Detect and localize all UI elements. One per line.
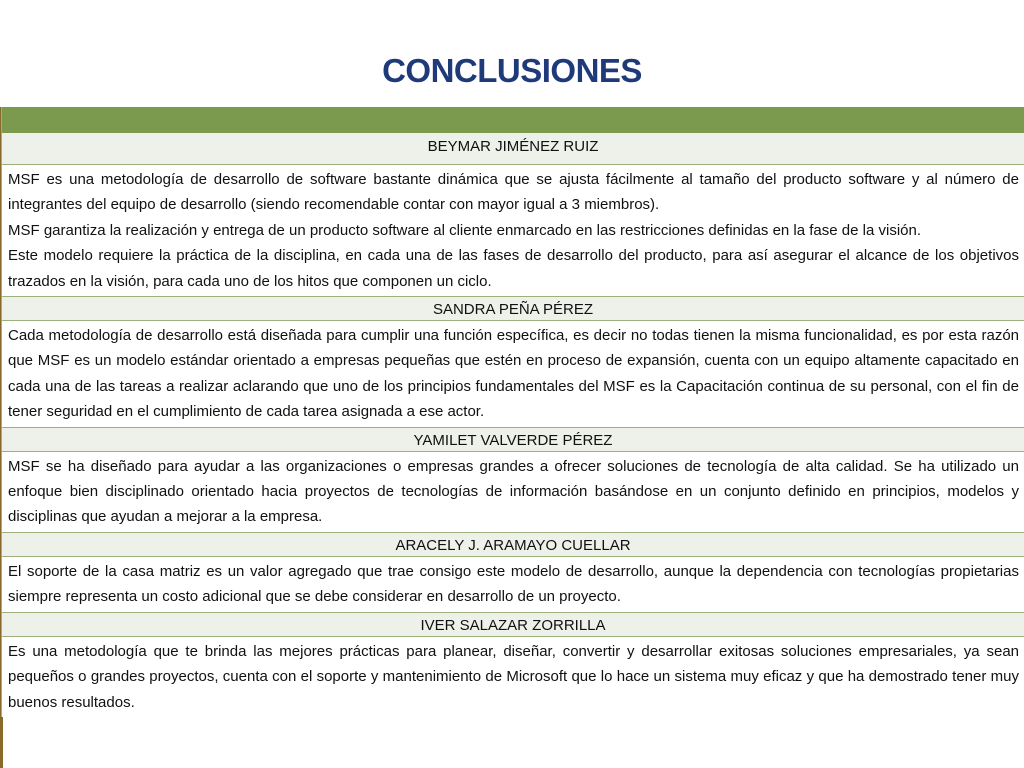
section-text-beymar	[2, 165, 1024, 296]
paragraph: El soporte de la casa matriz es un valor agregado que trae consigo este modelo de desarrollo, aunque la dependencia con tecnologías propietarias siempre representa un costo adicional que se debe considerar en desarrollo de un proyecto.	[8, 562, 1019, 606]
section-text-iver	[2, 637, 1024, 717]
section-text-yamilet	[2, 452, 1024, 532]
paragraph: MSF es una metodología de desarrollo de software bastante dinámica que se ajusta fácilmente al tamaño del producto software y al número de integrantes del equipo de desarrollo (siendo recomendable contar con mayor igual a 3 miembros).	[8, 171, 1019, 214]
paragraph: MSF garantiza la realización y entrega de un producto software al cliente enmarcado en las restricciones definidas en la fase de la visión.	[8, 221, 922, 239]
section-name-sandra: SANDRA PEÑA PÉREZ	[2, 296, 1024, 321]
section-text-sandra	[2, 321, 1024, 427]
section-text-aracely	[2, 557, 1024, 612]
section-name-aracely: ARACELY J. ARAMAYO CUELLAR	[2, 532, 1024, 557]
section-name-beymar: BEYMAR JIMÉNEZ RUIZ	[2, 133, 1024, 165]
paragraph: Cada metodología de desarrollo está diseñada para cumplir una función específica, es decir no todas tienen la misma funcionalidad, es por esta razón que MSF es un modelo estándar orientado a empresas pequeñas que estén en proceso de expansión, cuenta con un equipo altamente capacitado en cada una de las tareas a realizar aclarando que uno de los principios fundamentales del MSF es la Capacitación continua de su personal, con el fin de tener seguridad en el cumplimiento de cada tarea asignada a ese actor.	[8, 327, 1019, 421]
paragraph: Este modelo requiere la práctica de la disciplina, en cada una de las fases de desarrollo del producto, para así asegurar el alcance de los objetivos trazados en la visión, para cada uno de los hitos que componen un ciclo.	[8, 247, 1019, 290]
paragraph: Es una metodología que te brinda las mejores prácticas para planear, diseñar, convertir y desarrollar exitosas soluciones empresariales, ya sean pequeños o grandes proyectos, cuenta con el soporte y mantenimiento de Microsoft que lo hace un sistema muy eficaz y que ha demostrado tener muy buenos resultados.	[8, 642, 1019, 711]
table-header-band	[2, 107, 1024, 133]
page-title: CONCLUSIONES	[382, 52, 642, 89]
conclusions-table	[1, 107, 1024, 717]
section-name-iver: IVER SALAZAR ZORRILLA	[2, 612, 1024, 637]
section-name-yamilet: YAMILET VALVERDE PÉREZ	[2, 427, 1024, 452]
paragraph: MSF se ha diseñado para ayudar a las organizaciones o empresas grandes a ofrecer soluciones de tecnología de alta calidad. Se ha utilizado un enfoque bien disciplinado orientado hacia proyectos de tecnologías de información basándose en un conjunto definido en principios, modelos y disciplinas que ayudan a mejorar a la empresa.	[8, 457, 1019, 526]
